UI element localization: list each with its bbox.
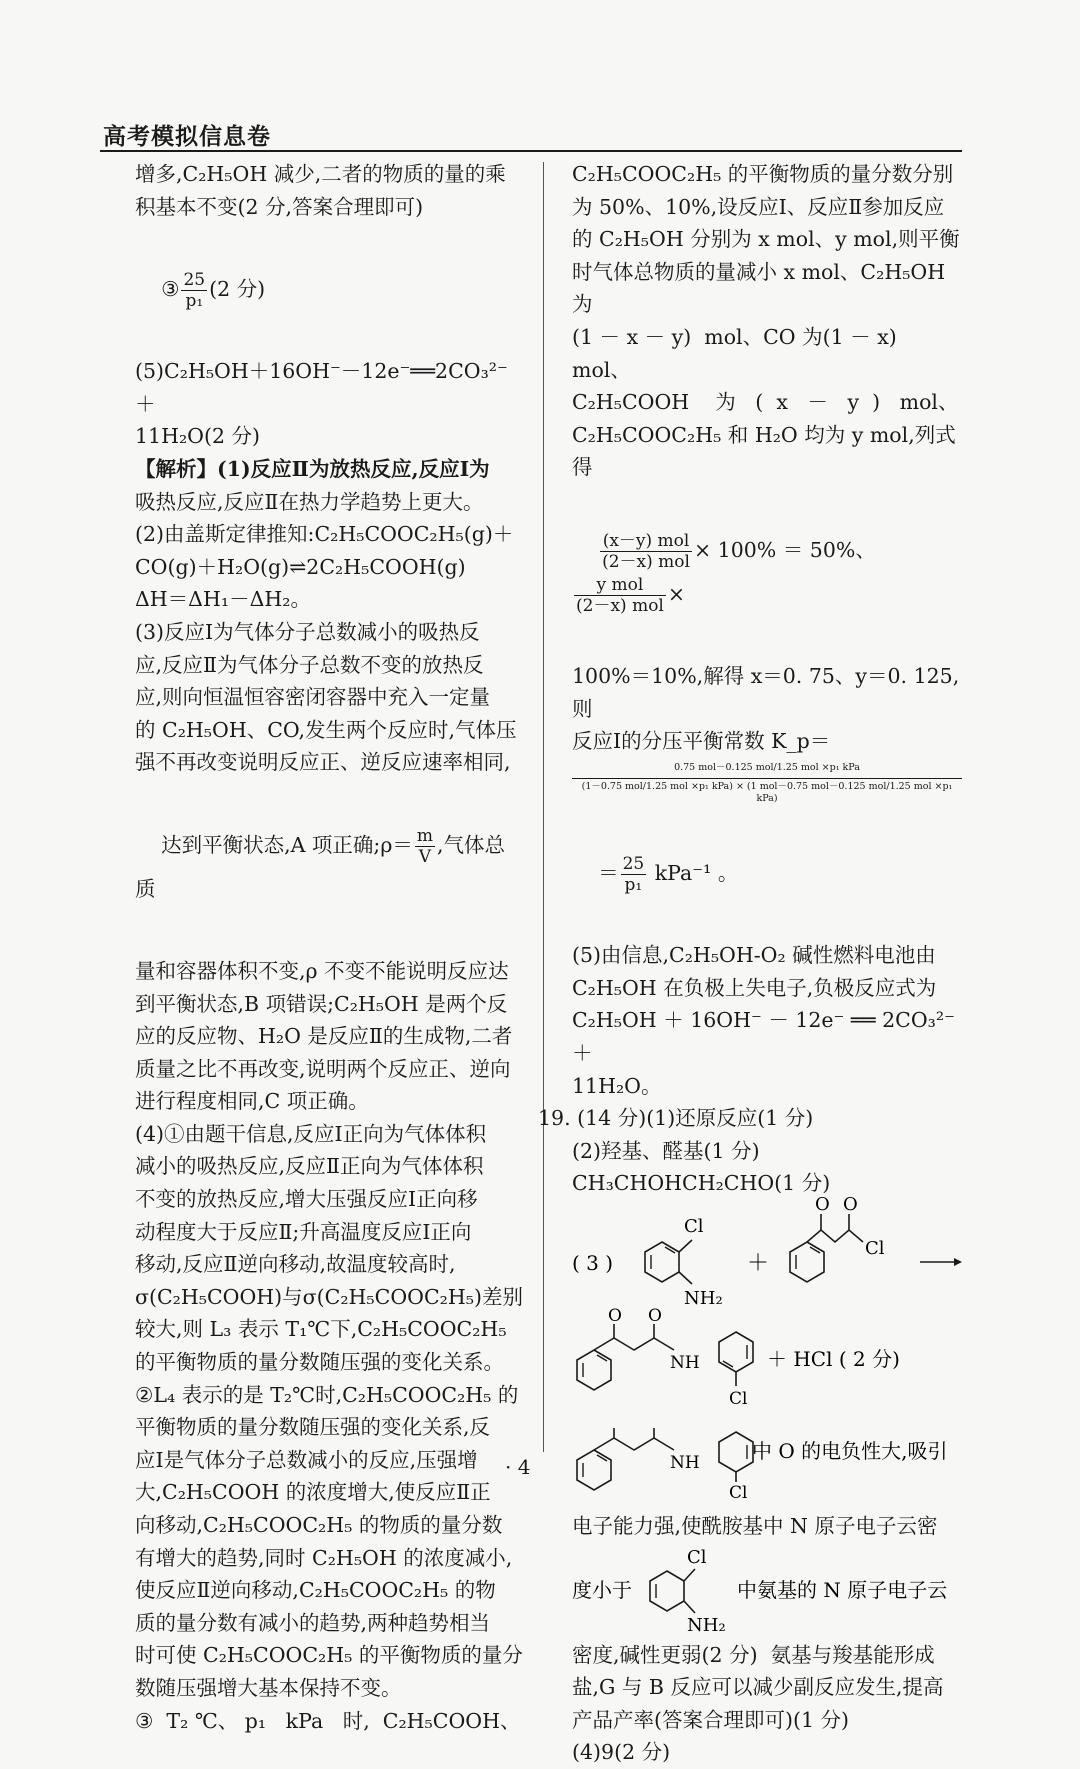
kp-result-prefix: ＝ <box>598 861 619 886</box>
rho-suffix: ,气体总质 <box>135 832 506 901</box>
text-line: 反应Ⅰ的分压平衡常数 K_p＝ <box>572 729 831 754</box>
text-line: 数随压强增大基本保持不变。 <box>135 1675 402 1700</box>
answer-3-prefix: ③ <box>161 277 180 302</box>
text-line: (5)C₂H₅OH＋16OH⁻－12e⁻══2CO₃²⁻＋ <box>135 359 508 416</box>
text-line: (4)①由题干信息,反应Ⅰ正向为气体体积 <box>135 1121 487 1146</box>
product-svg <box>572 1305 962 1422</box>
text-line: 时气体总物质的量减小 x mol、C₂H₅OH 为 <box>572 259 952 317</box>
text-line: 盐,G 与 B 反应可以减少副反应发生,提高 <box>572 1675 944 1700</box>
text-line: 较大,则 L₃ 表示 T₁℃下,C₂H₅COOC₂H₅ <box>135 1317 507 1342</box>
text-line: 应的反应物、H₂O 是反应Ⅱ的生成物,二者 <box>135 1024 513 1049</box>
text-line: C₂H₅OH ＋ 16OH⁻ － 12e⁻ ══ 2CO₃²⁻ ＋ <box>572 1008 962 1065</box>
text-line: (2)羟基、醛基(1 分) <box>572 1138 760 1163</box>
header-rule <box>100 150 962 152</box>
answer-3-fraction <box>181 270 207 311</box>
text-line: 质量之比不再改变,说明两个反应正、逆向 <box>135 1056 511 1081</box>
rho-prefix: 达到平衡状态,A 项正确;ρ＝ <box>161 832 413 857</box>
fraction-numerator: m <box>416 825 433 846</box>
text-line: CO(g)＋H₂O(g)⇌2C₂H₅COOH(g) <box>135 554 466 579</box>
answer-3-line <box>135 223 525 355</box>
text-line: 产品产率(答案合理即可)(1 分) <box>572 1707 850 1732</box>
amino-group-label: NH₂ <box>687 1614 726 1636</box>
text-line: 量和容器体积不变,ρ 不变不能说明反应达 <box>135 958 509 983</box>
rho-line <box>135 779 525 955</box>
amide-structure <box>577 1428 753 1503</box>
text-line: 吸热反应,反应Ⅱ在热力学趋势上更大。 <box>135 489 484 514</box>
text-line: (1 － x － y) mol、CO 为(1 － x) mol、 <box>572 324 910 382</box>
rho-fraction <box>415 826 435 867</box>
reaction-equation <box>572 1193 962 1318</box>
text-line: 到平衡状态,B 项错误;C₂H₅OH 是两个反 <box>135 991 508 1016</box>
text-line: 进行程度相同,C 项正确。 <box>135 1089 369 1114</box>
text-line: C₂H₅COOC₂H₅ 的平衡物质的量分数分别 <box>572 162 954 186</box>
text-line: 向移动,C₂H₅COOC₂H₅ 的物质的量分数 <box>135 1513 503 1537</box>
fraction-denominator: V <box>418 846 432 867</box>
text-line: 电子能力强,使酰胺基中 N 原子电子云密 <box>572 1513 938 1538</box>
equation-mid: × 100% ＝ 50%、 <box>693 537 876 562</box>
fraction-denominator: (2－x) mol <box>576 595 664 616</box>
question-19-heading: 19. (14 分)(1)还原反应(1 分) <box>538 1106 814 1131</box>
fraction-numerator: 25 <box>622 854 645 875</box>
text-line: 的平衡物质的量分数随压强的变化关系。 <box>135 1350 504 1375</box>
text-line: ③ T₂ ℃、 p₁ kPa 时, C₂H₅COOH、 <box>135 1708 521 1733</box>
electronegativity-note <box>572 1422 962 1510</box>
fraction-numerator: (x－y) mol <box>600 531 692 552</box>
text-line: 减小的吸热反应,反应Ⅱ正向为气体体积 <box>135 1154 484 1179</box>
equation-line <box>572 484 962 660</box>
kp-expression <box>572 762 962 806</box>
text-line: 应,则向恒温恒容密闭容器中充入一定量 <box>135 685 491 710</box>
arrow-head <box>954 1258 962 1266</box>
text-line: C₂H₅OH 在负极上失电子,负极反应式为 <box>572 975 937 1000</box>
text-line: 动程度大于反应Ⅱ;升高温度反应Ⅰ正向 <box>135 1219 472 1244</box>
plus-sign: ＋ <box>747 1250 770 1276</box>
kp-fraction-bar <box>572 778 962 780</box>
fraction-denominator: p₁ <box>624 875 643 896</box>
oxygen-atom-label: O <box>815 1193 830 1215</box>
equation-1-fraction <box>600 531 692 572</box>
kp-denominator: (1－0.75 mol/1.25 mol ×p₁ kPa) × (1 mol－0.75 mol－0.125 mol/1.25 mol ×p₁ kPa) <box>581 781 953 805</box>
page-number: · 4 <box>505 1455 531 1479</box>
text-line: (3)反应Ⅰ为气体分子总数减小的吸热反 <box>135 619 480 644</box>
text-line: (2)由盖斯定律推知:C₂H₅COOC₂H₅(g)＋ <box>135 522 514 547</box>
chloroaniline-structure <box>650 1547 726 1636</box>
text-line: 时可使 C₂H₅COOC₂H₅ 的平衡物质的量分 <box>135 1643 523 1668</box>
note-structure-svg <box>572 1422 962 1510</box>
kp-numerator: 0.75 mol－0.125 mol/1.25 mol ×p₁ kPa <box>674 761 860 773</box>
text-line: 有增大的趋势,同时 C₂H₅OH 的浓度减小, <box>135 1545 513 1570</box>
answer-3-suffix: (2 分) <box>209 277 266 302</box>
right-column <box>538 158 962 1769</box>
note-text: 中 O 的电负性大,吸引 <box>752 1438 948 1463</box>
text-line: 应,反应Ⅱ为气体分子总数不变的放热反 <box>135 652 484 677</box>
text-line: 为 50%、10%,设反应Ⅰ、反应Ⅱ参加反应 <box>572 194 945 219</box>
text-line: 质的量分数有减小的趋势,两种趋势相当 <box>135 1610 491 1635</box>
equation-2-fraction <box>574 575 666 616</box>
text-line: (5)由信息,C₂H₅OH-O₂ 碱性燃料电池由 <box>572 943 936 968</box>
text-line: 不变的放热反应,增大压强反应Ⅰ正向移 <box>135 1187 478 1212</box>
chlorine-atom-label: Cl <box>687 1546 707 1568</box>
text-line: 应Ⅰ是气体分子总数减小的反应,压强增 <box>135 1447 478 1472</box>
benzoylacetyl-chloride-structure <box>790 1194 885 1282</box>
text-line: 移动,反应Ⅱ逆向移动,故温度较高时, <box>135 1252 456 1277</box>
page-title: 高考模拟信息卷 <box>103 123 271 150</box>
amide-product-structure <box>577 1306 753 1409</box>
reaction-label: ( 3 ) <box>572 1250 614 1275</box>
aniline-comparison-line <box>572 1543 962 1639</box>
text-line: 密度,碱性更弱(2 分) 氨基与羧基能形成 <box>572 1642 935 1667</box>
oxygen-atom-label: O <box>608 1305 622 1326</box>
chlorine-atom-label: Cl <box>865 1237 885 1259</box>
chloroaniline-structure <box>645 1216 723 1309</box>
amide-nh-label: NH <box>670 1452 700 1473</box>
text-line: 增多,C₂H₅OH 减少,二者的物质的量的乘 <box>135 162 506 186</box>
chlorine-atom-label: Cl <box>729 1388 748 1409</box>
text-line: C₂H₅COOC₂H₅ 和 H₂O 均为 y mol,列式得 <box>572 422 956 480</box>
text-line: ②L₄ 表示的是 T₂℃时,C₂H₅COOC₂H₅ 的 <box>135 1382 519 1407</box>
column-divider <box>543 162 544 1452</box>
text-line: 使反应Ⅱ逆向移动,C₂H₅COOC₂H₅ 的物 <box>135 1578 496 1603</box>
reaction-product-line <box>572 1305 962 1422</box>
text-line: σ(C₂H₅COOH)与σ(C₂H₅COOC₂H₅)差别 <box>135 1284 523 1309</box>
text-line: ΔH＝ΔH₁－ΔH₂。 <box>135 587 311 612</box>
note-suffix: 中氨基的 N 原子电子云 <box>737 1577 948 1602</box>
hcl-byproduct: ＋ HCl ( 2 分) <box>767 1346 900 1371</box>
fraction-numerator: y mol <box>574 575 666 596</box>
text-line: 的 C₂H₅OH、CO,发生两个反应时,气体压 <box>135 717 517 742</box>
kp-result-line <box>572 807 962 939</box>
text-line: 11H₂O(2 分) <box>135 424 261 449</box>
text-line: 平衡物质的量分数随压强的变化关系,反 <box>135 1415 491 1440</box>
text-line: 积基本不变(2 分,答案合理即可) <box>135 194 424 219</box>
text-line: 大,C₂H₅COOH 的浓度增大,使反应Ⅱ正 <box>135 1480 491 1505</box>
text-line: C₂H₅COOH 为 ( x － y ) mol、 <box>572 390 959 415</box>
amino-group-label: NH₂ <box>684 1287 723 1309</box>
text-line: 11H₂O。 <box>572 1073 662 1098</box>
chlorine-atom-label: Cl <box>684 1215 704 1237</box>
note-prefix: 度小于 <box>572 1577 632 1602</box>
text-line: (4)9(2 分) <box>572 1740 671 1765</box>
text-line: 【解析】(1)反应Ⅱ为放热反应,反应Ⅰ为 <box>135 456 490 481</box>
fraction-numerator: 25 <box>183 270 206 291</box>
text-line: 100%＝10%,解得 x＝0. 75、y＝0. 125,则 <box>572 663 960 721</box>
fraction-denominator: (2－x) mol <box>602 551 690 572</box>
kp-result-suffix: kPa⁻¹ 。 <box>654 861 739 886</box>
kp-result-fraction <box>621 854 647 895</box>
chlorine-atom-label: Cl <box>729 1482 748 1503</box>
left-column <box>135 158 525 1737</box>
fraction-denominator: p₁ <box>185 291 204 312</box>
text-line: 的 C₂H₅OH 分别为 x mol、y mol,则平衡 <box>572 227 960 252</box>
reaction-svg <box>572 1193 962 1318</box>
oxygen-atom-label: O <box>843 1193 858 1215</box>
equation-suffix: × <box>667 581 686 606</box>
text-line: CH₃CHOHCH₂CHO(1 分) <box>572 1171 831 1196</box>
aniline-svg <box>572 1543 962 1639</box>
text-line: 强不再改变说明反应正、逆反应速率相同, <box>135 750 511 775</box>
amide-nh-label: NH <box>670 1352 700 1373</box>
oxygen-atom-label: O <box>648 1305 662 1326</box>
